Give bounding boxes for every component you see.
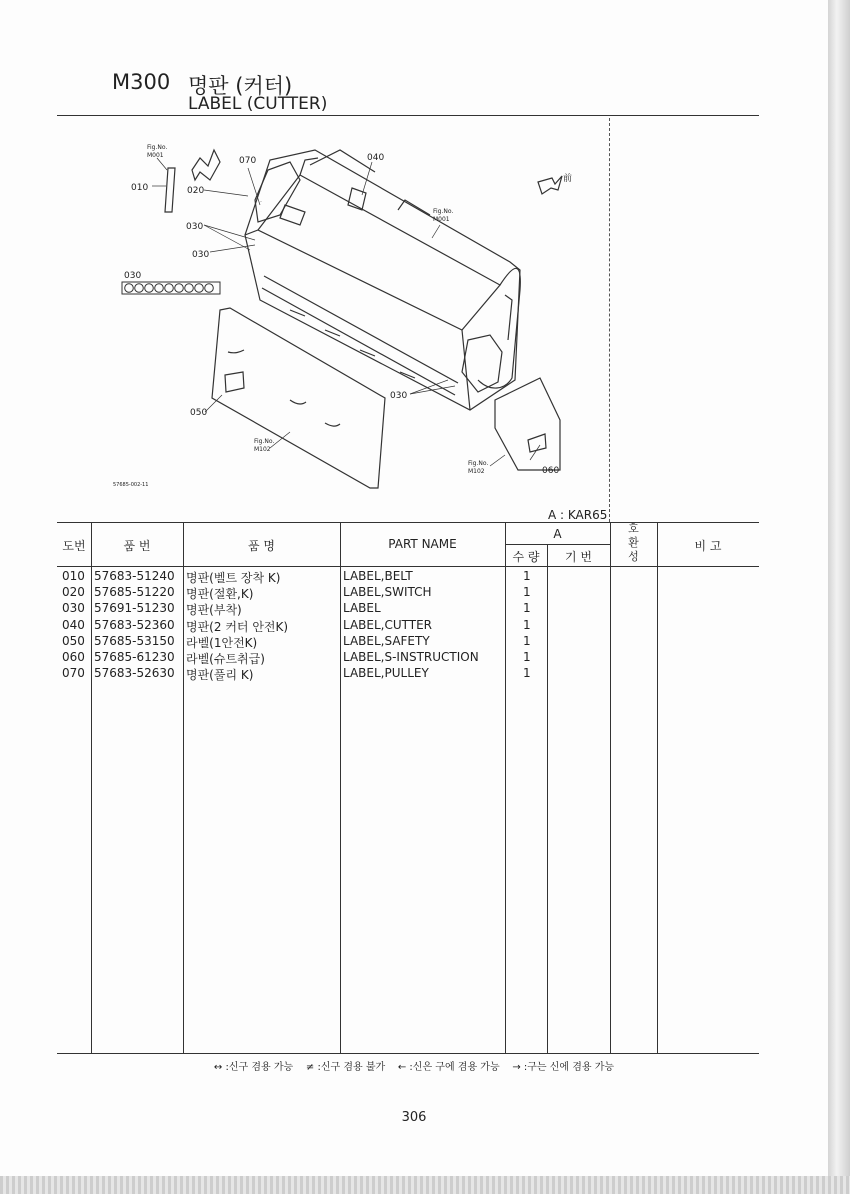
ref-no: 030 (62, 601, 85, 615)
part-name-en: LABEL,BELT (343, 569, 413, 583)
table-row (0, 569, 828, 585)
fig-ref-number: M001 (147, 152, 164, 159)
callout-030: 030 (390, 391, 408, 401)
fig-ref-number: M102 (468, 468, 485, 475)
quantity: 1 (523, 569, 531, 583)
label-030-sheet (122, 282, 220, 294)
callout-070: 070 (239, 156, 257, 166)
callout-020: 020 (187, 186, 205, 196)
part-name-en: LABEL,CUTTER (343, 618, 433, 632)
part-no: 57685-53150 (94, 634, 175, 648)
fig-ref-number: M102 (254, 446, 271, 453)
part-no: 57683-52630 (94, 666, 175, 680)
ref-no: 050 (62, 634, 85, 648)
table-row (0, 634, 828, 650)
table-row (0, 650, 828, 666)
table-row (0, 601, 828, 617)
table-header-border (57, 566, 759, 567)
fig-ref-label: Fig.No. (468, 460, 489, 467)
leader-lines (152, 158, 540, 466)
part-no: 57685-61230 (94, 650, 175, 664)
front-direction-mark: 前 (563, 174, 573, 184)
quantity: 1 (523, 618, 531, 632)
legend-item: → :구는 신에 겸용 가능 (512, 1062, 615, 1073)
part-name-ko: 라벨(1안전K) (186, 636, 258, 650)
part-name-ko: 명판(벨트 장착 K) (186, 571, 281, 585)
table-subheader-border (505, 544, 610, 545)
cutter-frame-drawing (165, 150, 562, 488)
part-name-en: LABEL,PULLEY (343, 666, 429, 680)
drawing-number: 57685-002-11 (113, 482, 149, 488)
ref-no: 020 (62, 585, 85, 599)
ref-no: 060 (62, 650, 85, 664)
part-name-ko: 명판(절환,K) (186, 587, 254, 601)
callout-060: 060 (542, 466, 560, 476)
model-note: A : KAR65 (548, 508, 608, 522)
part-name-en: LABEL (343, 601, 381, 615)
quantity: 1 (523, 666, 531, 680)
header-part-name-ko: 품 명 (248, 539, 275, 553)
fig-ref-label: Fig.No. (147, 144, 168, 151)
fig-ref-label: Fig.No. (254, 438, 275, 445)
callout-010: 010 (131, 183, 149, 193)
ref-no: 040 (62, 618, 85, 632)
quantity: 1 (523, 585, 531, 599)
fig-ref-label: Fig.No. (433, 208, 454, 215)
header-remarks: 비 고 (694, 539, 722, 553)
interchangeability-legend (0, 1058, 828, 1073)
legend-item: ↔ :신구 겸용 가능 (213, 1062, 294, 1073)
part-no: 57683-51240 (94, 569, 175, 583)
part-no: 57683-52360 (94, 618, 175, 632)
legend-item: ← :신은 구에 겸용 가능 (397, 1062, 500, 1073)
figure-title-korean: 명판 (커터) (188, 74, 293, 98)
header-serial: 기 번 (565, 550, 592, 564)
table-bottom-border (57, 1053, 759, 1054)
figure-title-english: LABEL (CUTTER) (188, 94, 328, 114)
callout-030: 030 (192, 250, 210, 260)
callout-030: 030 (186, 222, 204, 232)
callout-040: 040 (367, 153, 385, 163)
callout-050: 050 (190, 408, 208, 418)
ref-no: 010 (62, 569, 85, 583)
part-no: 57691-51230 (94, 601, 175, 615)
ref-no: 070 (62, 666, 85, 680)
table-row (0, 618, 828, 634)
table-row (0, 666, 828, 682)
page-number: 306 (401, 1110, 427, 1125)
part-name-ko: 명판(2 커터 안전K) (186, 620, 289, 634)
quantity: 1 (523, 601, 531, 615)
part-name-en: LABEL,SAFETY (343, 634, 430, 648)
part-no: 57685-51220 (94, 585, 175, 599)
header-model-a: A (553, 527, 562, 541)
figure-code: M300 (112, 70, 171, 94)
callout-030-hidden: 030 (260, 202, 262, 203)
quantity: 1 (523, 634, 531, 648)
page-edge-right (828, 0, 850, 1194)
header-part-name-en: PART NAME (388, 537, 457, 551)
part-name-en: LABEL,S-INSTRUCTION (343, 650, 479, 664)
legend-item: ≠ :신구 겸용 불가 (305, 1062, 386, 1073)
header-qty: 수 량 (512, 550, 540, 564)
fig-ref-number: M001 (433, 216, 450, 223)
exploded-parts-diagram (0, 0, 828, 520)
header-part-no: 품 번 (123, 539, 151, 553)
header-interchangeability: 호 환 성 (628, 522, 639, 563)
quantity: 1 (523, 650, 531, 664)
table-row (0, 585, 828, 601)
page-edge-bottom (0, 1176, 850, 1194)
part-name-ko: 라벨(슈트취급) (186, 652, 265, 666)
callout-030: 030 (124, 271, 142, 281)
part-name-ko: 명판(풀리 K) (186, 668, 254, 682)
header-ref-no: 도번 (62, 539, 86, 553)
part-name-en: LABEL,SWITCH (343, 585, 432, 599)
part-name-ko: 명판(부착) (186, 603, 242, 617)
